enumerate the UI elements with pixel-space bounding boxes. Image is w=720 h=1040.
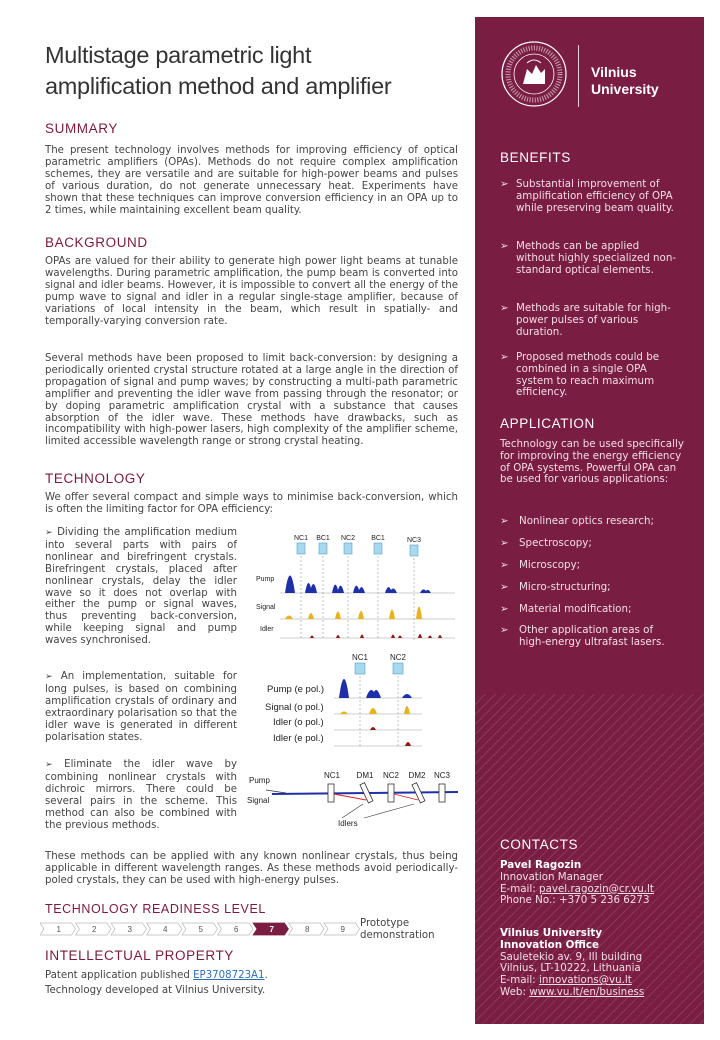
- fig2-row-label: Pump (e pol.): [267, 684, 325, 695]
- benefit-item: ➢ Methods are suitable for high-power pulses of various duration.: [500, 302, 671, 338]
- benefit-item: ➢ Proposed methods could be combined in a single OPA system to reach maximum efficiency.: [500, 351, 660, 399]
- benefit-item: ➢ Substantial improvement of amplification efficiency of OPA while preserving beam quality.: [500, 178, 674, 214]
- trl-step-label: 3: [127, 925, 132, 934]
- application-item: ➢ Micro-structuring;: [500, 581, 611, 593]
- fig2-row-label: Idler (e pol.): [273, 733, 324, 744]
- crystal-box: [393, 663, 403, 674]
- fig1-row-label: Pump: [256, 576, 275, 583]
- crystal-box: [355, 663, 365, 674]
- application-intro: Technology can be used specifically for improving the energy efficiency of OPA systems. Powerful OPA can be used for various applications:: [500, 438, 684, 486]
- fig3-pump-label: Pump: [249, 776, 270, 785]
- benefit-item: ➢ Methods can be applied without highly specialized non-standard optical elements.: [500, 240, 677, 276]
- title-line-1: Multistage parametric light: [45, 42, 312, 68]
- arrow-icon: ➢: [500, 178, 509, 190]
- arrow-icon: ➢: [500, 537, 509, 549]
- side-panel: [475, 17, 704, 1024]
- technology-outro: These methods can be applied with any known nonlinear crystals, thus being applicable in different wavelength ranges. As these methods avoid periodically-poled crystals, they can be used with high-energy pulses.: [45, 851, 458, 886]
- trl-step-label: 6: [234, 925, 239, 934]
- fig2-row-label: Idler (o pol.): [273, 717, 324, 728]
- application-item: ➢ Material modification;: [500, 603, 632, 615]
- technology-bullet-1: [45, 527, 237, 647]
- fig3-label: NC1: [323, 771, 341, 780]
- crystal-box: [410, 545, 418, 556]
- fig3-label: DM1: [356, 771, 374, 780]
- contact-person: Pavel Ragozin Innovation Manager E-mail: pavel.ragozin@cr.vu.lt Phone No.: +370 5 236 6273: [500, 860, 690, 907]
- trl-step-label: 7: [269, 925, 274, 934]
- arrow-icon: ➢: [500, 559, 509, 571]
- title-line-2: amplification method and amplifier: [45, 73, 392, 99]
- fig3-signal-label: Signal: [247, 796, 270, 805]
- trl-status: [360, 918, 435, 942]
- trl-status-line-1: Prototype: [360, 918, 410, 929]
- fig1-label: NC3: [406, 537, 422, 544]
- application-heading: APPLICATION: [500, 416, 595, 431]
- crystal-element: [388, 784, 394, 802]
- technology-heading: TECHNOLOGY: [45, 471, 146, 486]
- contact-office: Vilnius University Innovation Office Sauletekio av. 9, III building Vilnius, LT-10222, Lithuania E-mail: innovations@vu.lt Web: www.vu.lt/en/business: [500, 928, 690, 999]
- arrow-icon: ➢: [500, 302, 509, 314]
- crystal-box: [374, 543, 382, 554]
- patent-link[interactable]: EP3708723A1: [193, 970, 265, 981]
- crystal-box: [319, 543, 327, 554]
- trl-step-label: 5: [198, 925, 203, 934]
- office-email-link[interactable]: innovations@vu.lt: [539, 974, 632, 987]
- technology-intro: We offer several compact and simple ways to minimise back-conversion, which is often the limiting factor for OPA efficiency:: [45, 492, 458, 515]
- summary-heading: SUMMARY: [45, 121, 118, 136]
- crystal-element: [439, 784, 445, 802]
- trl-step-label: 4: [163, 925, 168, 934]
- fig1-label: BC1: [316, 535, 330, 542]
- trl-step-label: 9: [340, 925, 345, 934]
- trl-step-label: 8: [305, 925, 310, 934]
- background-heading: BACKGROUND: [45, 235, 148, 250]
- summary-text: The present technology involves methods for improving efficiency of optical parametric amplifiers (OPAs). Methods do not require complex amplification schemes, they are versatile and are suitable for high-power beams and pulses of various duration, do not generate unnecessary heat. Experiments have shown that these techniques can improve conversion efficiency in an OPA up to 2 times, while maintaining excellent beam quality.: [45, 145, 458, 216]
- application-item: ➢ Nonlinear optics research;: [500, 515, 654, 527]
- figure-2-polarisation-diagram: [262, 650, 462, 752]
- office-web-link[interactable]: www.vu.lt/en/business: [529, 985, 645, 998]
- contacts-heading: CONTACTS: [500, 837, 579, 852]
- ip-heading: INTELLECTUAL PROPERTY: [45, 948, 234, 963]
- ip-line-1: Patent application published EP3708723A1.: [45, 970, 268, 981]
- university-seal-icon: [499, 39, 569, 109]
- arrow-icon: ➢: [45, 528, 53, 538]
- contact-name: Pavel Ragozin: [500, 859, 582, 871]
- fig1-label: BC1: [371, 535, 385, 542]
- crystal-element: [328, 784, 334, 802]
- arrow-icon: ➢: [500, 515, 509, 527]
- ip-line-2: Technology developed at Vilnius University.: [45, 985, 266, 996]
- fig1-row-label: Idler: [260, 626, 274, 633]
- arrow-icon: ➢: [500, 351, 509, 363]
- bullet-text: Dividing the amplification medium into several parts with pairs of nonlinear and birefringent crystals. Birefringent crystals, placed after nonlinear crystals, delay the idler wave so it does not overlap with either the pump or signal waves, thus preventing back-conversion, while keeping signal and pump waves synchronised.: [45, 527, 237, 647]
- application-item: ➢ Other application areas of high-energy ultrafast lasers.: [500, 624, 665, 648]
- background-text-2: Several methods have been proposed to limit back-conversion: by designing a periodically oriented crystal structure rotated at a large angle in the direction of propagation of signal and pump waves; by constructing a multi-path parametric amplifier and preventing the idler wave from passing through the resonator; or by doping parametric amplification crystal with a substance that causes absorption of the idler wave. These methods have drawbacks, such as incompatibility with high-power lasers, high complexity of the amplifier scheme, limited accessible wavelength range or strong crystal heating.: [45, 353, 458, 448]
- arrow-icon: ➢: [500, 603, 509, 615]
- office-address-1: Sauletekio av. 9, III building: [500, 950, 643, 963]
- trl-scale: [40, 922, 360, 936]
- fig3-label: NC3: [433, 771, 451, 780]
- contact-role: Innovation Manager: [500, 870, 603, 883]
- background-text-1: OPAs are valued for their ability to generate high power light beams at tunable wavelengths. During parametric amplification, the pump beam is converted into signal and idler beams. However, it is impossible to convert all the energy of the pump wave to signal and idler in a regular single-stage amplifier, because of variations of local intensity in the beam, which result in spatially- and temporally-varying conversion rate.: [45, 256, 458, 327]
- fig2-label: NC1: [351, 653, 369, 662]
- trl-step-label: 2: [92, 925, 97, 934]
- page-title: [45, 40, 455, 102]
- fig1-label: NC1: [293, 535, 309, 542]
- crystal-box: [344, 543, 352, 554]
- fig1-row-label: Signal: [256, 604, 276, 611]
- technology-bullet-2: [45, 671, 237, 743]
- arrow-icon: ➢: [45, 672, 53, 682]
- office-address-2: Vilnius, LT-10222, Lithuania: [500, 962, 641, 975]
- figure-3-dichroic-diagram: [246, 766, 462, 832]
- trl-step-label: 1: [56, 925, 61, 934]
- arrow-icon: ➢: [45, 760, 53, 770]
- arrow-icon: ➢: [500, 240, 509, 252]
- benefits-heading: BENEFITS: [500, 150, 571, 165]
- fig3-label: NC2: [382, 771, 400, 780]
- crystal-box: [297, 543, 305, 554]
- fig2-row-label: Signal (o pol.): [265, 702, 324, 713]
- office-org: Vilnius University: [500, 927, 603, 939]
- arrow-icon: ➢: [500, 581, 509, 593]
- contact-email-link[interactable]: pavel.ragozin@cr.vu.lt: [539, 882, 654, 895]
- fig2-label: NC2: [389, 653, 407, 662]
- trl-heading: TECHNOLOGY READINESS LEVEL: [45, 902, 266, 916]
- office-name: Innovation Office: [500, 938, 599, 951]
- fig3-idlers-label: Idlers: [338, 819, 358, 828]
- university-name: Vilnius University: [591, 64, 659, 97]
- fig1-label: NC2: [340, 535, 356, 542]
- figure-1-pulse-diagram: [250, 528, 460, 646]
- application-item: ➢ Microscopy;: [500, 559, 581, 571]
- arrow-icon: ➢: [500, 624, 509, 636]
- bullet-text: Eliminate the idler wave by combining nonlinear crystals with dichroic mirrors. There could be several pairs in the scheme. This method can also be combined with the previous methods.: [45, 759, 237, 831]
- contact-phone: Phone No.: +370 5 236 6273: [500, 894, 650, 907]
- fig3-label: DM2: [408, 771, 426, 780]
- bullet-text: An implementation, suitable for long pulses, is based on combining amplification crystals of ordinary and extraordinary polarisation so that the idler wave is generated in different polarisation states.: [45, 671, 237, 743]
- trl-status-line-2: demonstration: [360, 930, 435, 941]
- application-item: ➢ Spectroscopy;: [500, 537, 592, 549]
- technology-bullet-3: [45, 759, 237, 831]
